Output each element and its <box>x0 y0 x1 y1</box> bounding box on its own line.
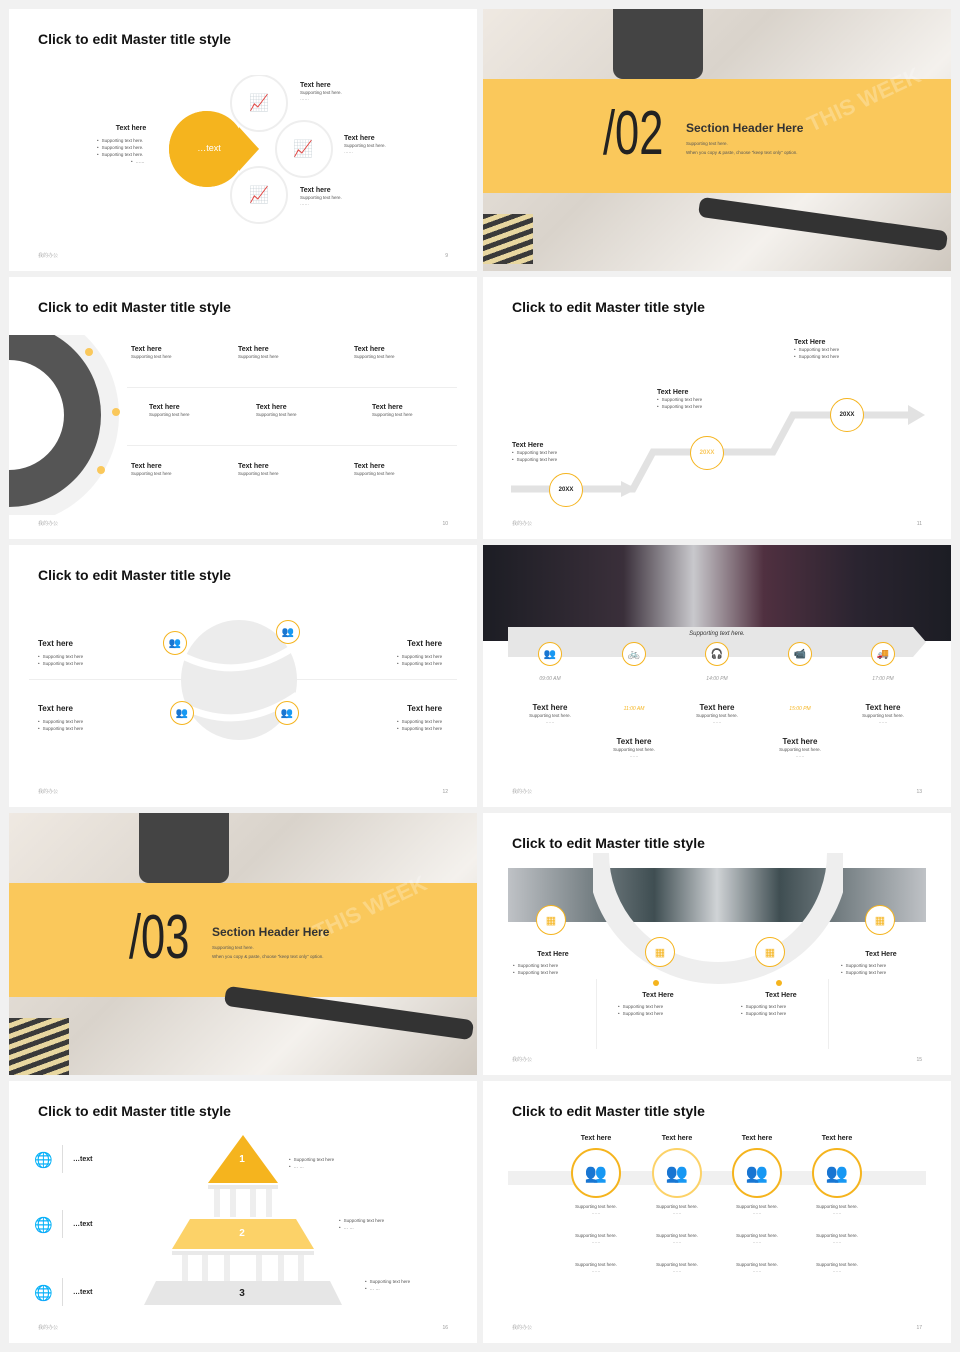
footer-brand: 我的办公 <box>512 1325 533 1331</box>
step-1: Text Here • Supporting text here • Supporting text here <box>512 442 557 463</box>
col: Text here 👥 Supporting text here. …… Supporting text here. …… Supporting text here. …… <box>797 1135 877 1273</box>
page-number: 12 <box>442 789 448 795</box>
arc-graphic <box>593 853 843 1003</box>
slide-title: Click to edit Master title style <box>38 31 231 47</box>
people-money-icon: 👥 <box>276 620 300 644</box>
building-icon: ▦ <box>645 937 675 967</box>
item-3: Text here Supporting text here. …… <box>300 187 342 206</box>
step-2: Text Here • Supporting text here • Supporting text here <box>657 389 702 410</box>
slide-title: Click to edit Master title style <box>38 1103 231 1119</box>
globe-icon: 🌐 <box>34 1152 53 1169</box>
people-money-icon: 👥 <box>163 631 187 655</box>
notebook-photo <box>483 214 533 264</box>
pen-photo <box>698 197 948 252</box>
globe-icon: 🌐 <box>34 1217 53 1234</box>
slide-10[interactable] <box>9 277 477 539</box>
building-arc <box>9 335 139 515</box>
slide-17[interactable] <box>483 1081 951 1343</box>
tier-number: 2 <box>239 1228 245 1239</box>
slide-13[interactable]: Supporting text here. 👥 🚲 🎧 📹 🚚 09:00 AM 11:00 AM 14:00 PM 15:00 PM 17:00 PM Text here Supporting text here. …… Text here Supporting text here. …… Text here Supporting text here. …… Text here Supporting text here. …… Text here Supporting text here. …… 我的办公 13 <box>483 545 951 807</box>
time-item: Text here Supporting text here. …… <box>529 703 571 724</box>
time-item: Text here Supporting text here. …… <box>862 703 904 724</box>
cell: Text here Supporting text here <box>256 404 297 417</box>
footer-brand: 我的办公 <box>38 253 59 259</box>
slide-title: Click to edit Master title style <box>512 835 705 851</box>
footer-brand: 我的办公 <box>512 521 533 527</box>
slide-section-02[interactable]: THIS WEEK /02 Section Header Here Supporting text here. When you copy & paste, choose "keep text only" option. <box>483 9 951 271</box>
chart-up-icon: 📈 <box>249 187 269 204</box>
truck-icon: 🚚 <box>871 642 895 666</box>
page-number: 10 <box>442 521 448 527</box>
notebook-photo <box>9 1018 69 1075</box>
team-icon: 👥 <box>652 1148 702 1198</box>
cell: Text here Supporting text here <box>149 404 190 417</box>
item-2: Text here Supporting text here. …… <box>344 135 386 154</box>
left-bullets: • Supporting text here. • Supporting text here. • Supporting text here. • …… <box>97 137 145 165</box>
cell: Text here Supporting text here <box>354 346 395 359</box>
people-money-icon: 👥 <box>275 701 299 725</box>
page-number: 9 <box>445 253 448 259</box>
item: Text Here • Supporting text here • Supporting text here <box>741 992 821 1017</box>
col: Text here 👥 Supporting text here. …… Supporting text here. …… Supporting text here. …… <box>637 1135 717 1273</box>
row-label: …text <box>73 1221 93 1228</box>
section-heading: Section Header Here <box>212 925 330 939</box>
cell: Text here Supporting text here <box>131 463 172 476</box>
row-label: …text <box>73 1289 93 1296</box>
cell: Text here Supporting text here <box>131 346 172 359</box>
globe-icon: 🌐 <box>34 1285 53 1302</box>
block: Text here • Supporting text here • Supporting text here <box>397 704 442 732</box>
center-text: …text <box>197 143 221 153</box>
step-3: Text Here • Supporting text here • Supporting text here <box>794 339 839 360</box>
watermark-text: THIS WEEK <box>309 870 431 945</box>
slide-title: Click to edit Master title style <box>38 299 231 315</box>
watermark-text: THIS WEEK <box>803 62 925 137</box>
item-1: Text here Supporting text here. …… <box>300 82 342 101</box>
headphones-icon: 🎧 <box>705 642 729 666</box>
people-icon: 👥 <box>538 642 562 666</box>
slide-9[interactable] <box>9 9 477 271</box>
item: Text Here • Supporting text here • Supporting text here <box>513 951 593 976</box>
section-number: /02 <box>603 99 664 168</box>
page-number: 13 <box>916 789 922 795</box>
people-money-icon: 👥 <box>170 701 194 725</box>
page-number: 15 <box>916 1057 922 1063</box>
slide-title: Click to edit Master title style <box>38 567 231 583</box>
building-icon: ▦ <box>536 905 566 935</box>
section-heading: Section Header Here <box>686 121 804 135</box>
cell: Text here Supporting text here <box>238 346 279 359</box>
time-item: Text here Supporting text here. …… <box>613 737 655 758</box>
page-number: 17 <box>916 1325 922 1331</box>
slide-12[interactable] <box>9 545 477 807</box>
item: Text Here • Supporting text here • Supporting text here <box>841 951 921 976</box>
footer-brand: 我的办公 <box>38 521 59 527</box>
chart-up-icon: 📈 <box>293 141 313 158</box>
slide-title: Click to edit Master title style <box>512 299 705 315</box>
row-label: …text <box>73 1156 93 1163</box>
camera-icon: 📹 <box>788 642 812 666</box>
camera-lens-photo <box>613 9 703 79</box>
footer-brand: 我的办公 <box>512 789 533 795</box>
time-item: Text here Supporting text here. …… <box>779 737 821 758</box>
team-icon: 👥 <box>732 1148 782 1198</box>
slide-16[interactable]: Click to edit Master title style 🌐 🌐 🌐 …text …text …text 1 2 3 • Supporting text here • … … • Supporting text here • … … • Supporting text here • … … 我的办公 16 <box>9 1081 477 1343</box>
year-badge: 20XX <box>549 473 583 507</box>
block: Text here • Supporting text here • Supporting text here <box>397 639 442 667</box>
tier-number: 3 <box>239 1288 245 1299</box>
item: Text Here • Supporting text here • Supporting text here <box>618 992 698 1017</box>
block: Text here • Supporting text here • Supporting text here <box>38 639 83 667</box>
cell: Text here Supporting text here <box>238 463 279 476</box>
cell: Text here Supporting text here <box>372 404 413 417</box>
building-icon: ▦ <box>755 937 785 967</box>
tier-number: 1 <box>239 1154 245 1165</box>
time-item: Text here Supporting text here. …… <box>696 703 738 724</box>
banner-text: Supporting text here. <box>689 631 745 637</box>
page-number: 16 <box>442 1325 448 1331</box>
chart-up-icon: 📈 <box>249 95 269 112</box>
footer-brand: 我的办公 <box>512 1057 533 1063</box>
camera-lens-photo <box>139 813 229 883</box>
slide-11[interactable] <box>483 277 951 539</box>
block: Text here • Supporting text here • Supporting text here <box>38 704 83 732</box>
section-number: /03 <box>129 903 190 972</box>
slide-section-03[interactable]: THIS WEEK /03 Section Header Here Supporting text here. When you copy & paste, choose "keep text only" option. <box>9 813 477 1075</box>
team-icon: 👥 <box>571 1148 621 1198</box>
left-heading: Text here <box>115 125 147 132</box>
building-icon: ▦ <box>865 905 895 935</box>
col: Text here 👥 Supporting text here. …… Supporting text here. …… Supporting text here. …… <box>556 1135 636 1273</box>
slide-15[interactable] <box>483 813 951 1075</box>
year-badge: 20XX <box>690 436 724 470</box>
cell: Text here Supporting text here <box>354 463 395 476</box>
team-icon: 👥 <box>812 1148 862 1198</box>
year-badge: 20XX <box>830 398 864 432</box>
bike-icon: 🚲 <box>622 642 646 666</box>
slide-title: Click to edit Master title style <box>512 1103 705 1119</box>
page-number: 11 <box>916 521 922 527</box>
col: Text here 👥 Supporting text here. …… Supporting text here. …… Supporting text here. …… <box>717 1135 797 1273</box>
footer-brand: 我的办公 <box>38 1325 59 1331</box>
footer-brand: 我的办公 <box>38 789 59 795</box>
